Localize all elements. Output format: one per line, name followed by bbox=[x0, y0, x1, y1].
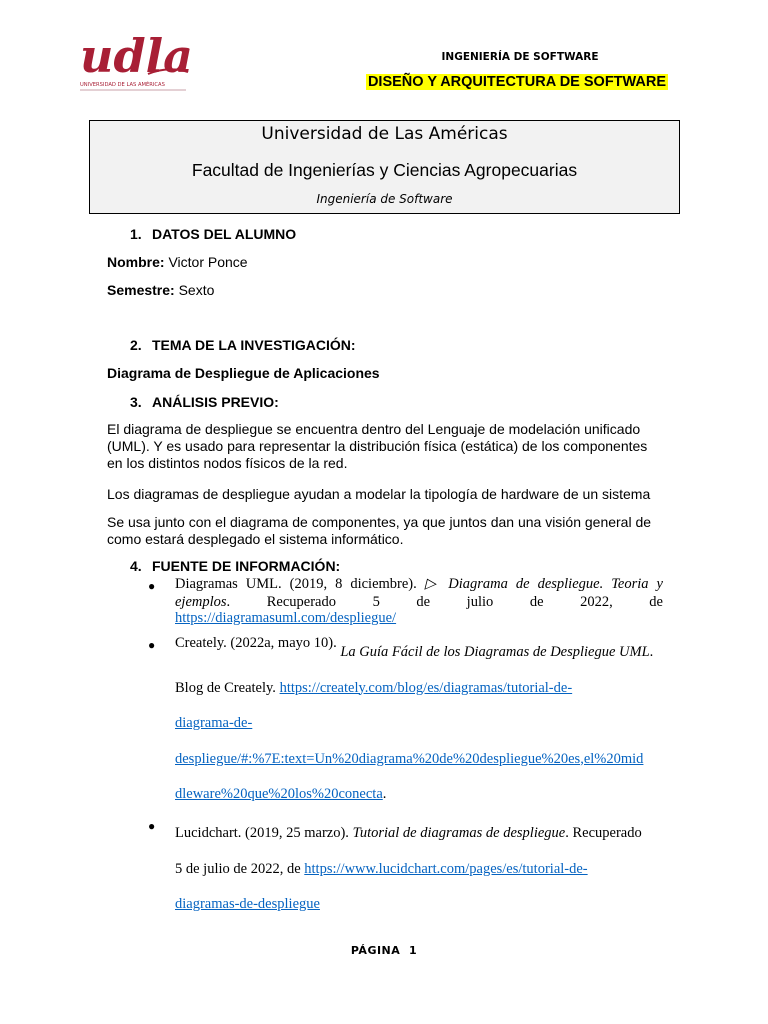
program-header: INGENIERÍA DE SOFTWARE bbox=[441, 51, 599, 63]
semester-value: Sexto bbox=[178, 282, 215, 298]
reference-1-text bbox=[175, 576, 663, 611]
name-label: Nombre: bbox=[107, 254, 165, 270]
bullet-icon: ● bbox=[148, 638, 156, 652]
semester-label: Semestre: bbox=[107, 282, 175, 298]
section-3-heading bbox=[130, 394, 279, 410]
section-1-heading bbox=[130, 226, 296, 242]
logo-wordmark: udla bbox=[80, 29, 192, 83]
student-semester bbox=[107, 282, 214, 298]
reference-3-author: Lucidchart. (2019, 25 marzo). bbox=[175, 825, 349, 841]
student-name bbox=[107, 254, 248, 270]
section-4-number: 4. bbox=[130, 558, 142, 574]
section-4-heading bbox=[130, 558, 340, 574]
name-value: Victor Ponce bbox=[168, 254, 248, 270]
faculty-name: Facultad de Ingenierías y Ciencias Agropecuarias bbox=[191, 160, 578, 180]
section-3-number: 3. bbox=[130, 394, 142, 410]
university-logo bbox=[78, 28, 192, 92]
analysis-paragraph-1: El diagrama de despliegue se encuentra dentro del Lenguaje de modelación unificado (UML). Y es usado para representar la distribución física (estática) de los componentes en los distintos nodos físicos de la red. bbox=[107, 421, 648, 471]
reference-2-link-2[interactable]: diagrama-de- bbox=[175, 715, 253, 731]
bullet-icon: ● bbox=[148, 579, 156, 593]
section-2-heading bbox=[130, 337, 356, 353]
reference-2-title: La Guía Fácil de los Diagramas de Despliegue UML bbox=[340, 644, 650, 660]
section-1-title: DATOS DEL ALUMNO bbox=[152, 226, 297, 242]
section-4-title: FUENTE DE INFORMACIÓN: bbox=[152, 558, 341, 574]
reference-3 bbox=[175, 816, 663, 923]
reference-3-rest: . Recuperado bbox=[565, 825, 642, 841]
section-2-number: 2. bbox=[130, 337, 142, 353]
reference-2: La Guía Fácil de los Diagramas de Despliegue UML. Blog de Creately. https://creately.com/blog/es/diagramas/tutorial-de- diagrama-de- despliegue/#:%7E:text=Un%20diagrama%20de%20despliegue%20es,el%20mid dleware%20que%20los%20conecta. bbox=[175, 644, 654, 802]
reference-3-rest-2: 5 de julio de 2022, de bbox=[175, 860, 301, 877]
research-topic: Diagrama de Despliegue de Aplicaciones bbox=[107, 365, 380, 381]
analysis-paragraph-2: Los diagramas de despliegue ayudan a modelar la tipología de hardware de un sistema bbox=[107, 486, 651, 502]
reference-3-title: Tutorial de diagramas de despliegue bbox=[352, 825, 566, 841]
page-footer bbox=[0, 944, 768, 957]
reference-3-link-2[interactable]: diagramas-de-despliegue bbox=[175, 896, 320, 912]
reference-2-link-1[interactable]: https://creately.com/blog/es/diagramas/tutorial-de- bbox=[279, 679, 573, 696]
reference-3-link-1[interactable]: https://www.lucidchart.com/pages/es/tutorial-de- bbox=[304, 860, 588, 877]
section-1-number: 1. bbox=[130, 226, 142, 242]
reference-1-author: Diagramas UML. (2019, 8 diciembre). bbox=[175, 576, 417, 592]
course-header-text: DISEÑO Y ARQUITECTURA DE SOFTWARE bbox=[367, 74, 667, 90]
reference-1-rest: . Recuperado 5 de julio de 2022, de bbox=[226, 593, 663, 610]
logo-subtext: UNIVERSIDAD DE LAS AMÉRICAS bbox=[80, 82, 165, 88]
career-name: Ingeniería de Software bbox=[316, 192, 453, 206]
bullet-icon: ● bbox=[148, 819, 156, 833]
reference-1-link[interactable]: https://diagramasuml.com/despliegue/ bbox=[175, 610, 397, 626]
section-2-title: TEMA DE LA INVESTIGACIÓN: bbox=[152, 337, 356, 353]
university-name: Universidad de Las Américas bbox=[261, 124, 508, 144]
title-box bbox=[89, 120, 680, 214]
reference-2-link-3[interactable]: despliegue/#:%7E:text=Un%20diagrama%20de%20despliegue%20es,el%20mid bbox=[175, 750, 644, 767]
page-label: PÁGINA bbox=[350, 944, 401, 957]
course-header bbox=[352, 74, 682, 90]
reference-2-author: Creately. (2022a, mayo 10). bbox=[175, 635, 337, 651]
reference-1 bbox=[175, 576, 663, 628]
section-3-title: ANÁLISIS PREVIO: bbox=[152, 394, 279, 410]
reference-2-rest: . Blog de Creately. bbox=[175, 644, 654, 696]
analysis-paragraph-3: Se usa junto con el diagrama de componentes, ya que juntos dan una visión general de como estará desplegado el sistema informático. bbox=[107, 514, 652, 547]
reference-1-title: ▷ Diagrama de despliegue. Teoria y ejemplos bbox=[175, 576, 663, 610]
reference-2-link-4[interactable]: dleware%20que%20los%20conecta bbox=[175, 786, 383, 802]
page-number: 1 bbox=[408, 944, 418, 957]
